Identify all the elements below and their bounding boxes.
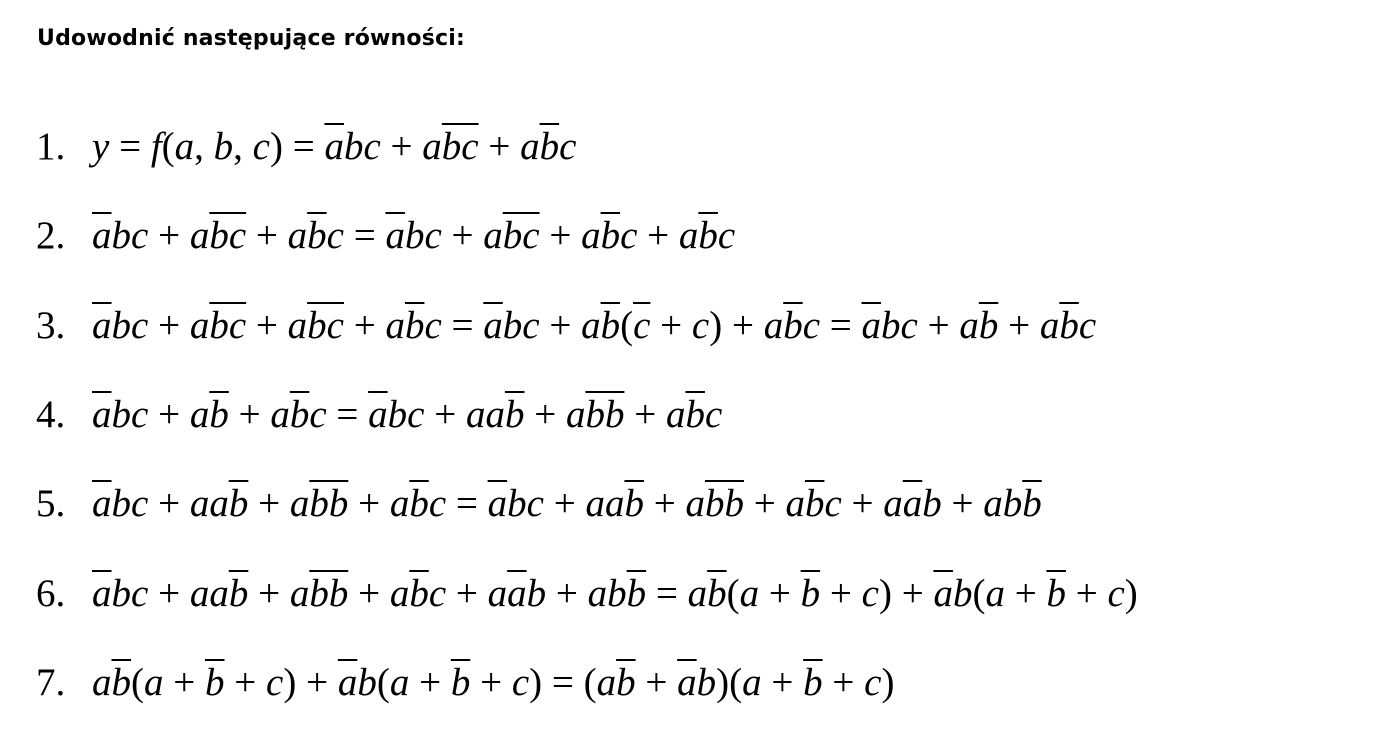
math-operator: + bbox=[148, 482, 190, 525]
math-operator: ( bbox=[376, 661, 390, 704]
math-operator: ) bbox=[716, 661, 730, 704]
equation-2 bbox=[36, 210, 735, 262]
negated-variable: $\overline{a}$ bbox=[385, 214, 405, 257]
negated-variable: $\overline{a}$ bbox=[483, 304, 503, 347]
math-operator: ) bbox=[1124, 572, 1138, 615]
math-variable: a bbox=[487, 572, 508, 615]
negated-variable: $\overline{a}$ bbox=[92, 572, 112, 615]
math-variable: c bbox=[511, 661, 530, 704]
math-variable: a bbox=[385, 304, 405, 347]
math-variable: c bbox=[252, 125, 270, 168]
math-operator: = bbox=[109, 125, 151, 168]
negated-variable: $\overline{b}$ bbox=[600, 304, 621, 347]
negated-variable: $\overline{b}$ bbox=[803, 661, 823, 704]
math-operator: + bbox=[761, 661, 804, 704]
negated-variable: $\overline{a}$ bbox=[677, 661, 697, 704]
math-operator: + bbox=[424, 393, 466, 436]
negated-variable: $\overline{b}$ bbox=[228, 572, 249, 615]
math-variable: a bbox=[287, 304, 308, 347]
negated-variable: $\overline{bb}$ bbox=[309, 572, 349, 615]
math-variable: c bbox=[824, 482, 842, 525]
math-operator: + bbox=[743, 482, 786, 525]
math-operator: + bbox=[917, 304, 960, 347]
equation-number: 5. bbox=[36, 482, 66, 525]
math-variable: c bbox=[1107, 572, 1125, 615]
math-variable: a bbox=[596, 661, 617, 704]
negated-variable: $\overline{a}$ bbox=[933, 572, 953, 615]
negated-variable: $\overline{b}$ bbox=[1046, 572, 1066, 615]
negated-variable: $\overline{b}$ bbox=[409, 482, 429, 525]
negated-variable: $\overline{a}$ bbox=[902, 482, 923, 525]
negated-variable: $\overline{bb}$ bbox=[704, 482, 744, 525]
negated-variable: $\overline{b}$ bbox=[450, 661, 471, 704]
negated-variable: $\overline{b}$ bbox=[307, 214, 327, 257]
math-variable: a bbox=[174, 125, 195, 168]
math-variable: a bbox=[581, 214, 601, 257]
math-variable: c bbox=[861, 572, 879, 615]
math-operator: ( bbox=[161, 125, 175, 168]
math-variable: ab bbox=[587, 572, 627, 615]
math-operator: + bbox=[446, 572, 488, 615]
math-variable: y bbox=[92, 125, 110, 168]
negated-variable: $\overline{b}$ bbox=[504, 393, 525, 436]
equation-expression bbox=[92, 482, 1042, 525]
math-variable: a bbox=[270, 393, 290, 436]
negated-variable: $\overline{b}$ bbox=[289, 393, 310, 436]
math-variable: c bbox=[559, 125, 577, 168]
math-variable: a bbox=[763, 304, 784, 347]
math-operator: , bbox=[194, 125, 214, 168]
math-operator: + bbox=[343, 304, 386, 347]
math-variable: a bbox=[883, 482, 903, 525]
math-operator: + bbox=[441, 214, 484, 257]
equation-expression bbox=[92, 393, 722, 436]
negated-variable: $\overline{a}$ bbox=[324, 125, 344, 168]
math-operator: + bbox=[546, 572, 588, 615]
negated-variable: $\overline{bc}$ bbox=[502, 214, 540, 257]
negated-variable: $\overline{bc}$ bbox=[307, 304, 344, 347]
negated-variable: $\overline{b}$ bbox=[616, 661, 636, 704]
math-operator: + bbox=[624, 393, 666, 436]
equation-expression bbox=[92, 572, 1138, 615]
negated-variable: $\overline{b}$ bbox=[698, 214, 718, 257]
math-variable: bc bbox=[111, 304, 149, 347]
math-operator: + bbox=[470, 661, 512, 704]
math-operator: + bbox=[539, 304, 582, 347]
negated-variable: $\overline{a}$ bbox=[92, 304, 112, 347]
equation-6 bbox=[36, 568, 1138, 620]
math-operator: + bbox=[246, 304, 288, 347]
math-variable: a bbox=[287, 214, 308, 257]
math-variable: b bbox=[696, 661, 717, 704]
math-variable: c bbox=[717, 214, 736, 257]
math-variable: c bbox=[704, 393, 723, 436]
negated-variable: $\overline{b}$ bbox=[404, 304, 425, 347]
math-variable: a bbox=[785, 482, 805, 525]
math-variable: a bbox=[422, 125, 442, 168]
negated-variable: $\overline{b}$ bbox=[600, 214, 621, 257]
math-variable: a bbox=[685, 482, 705, 525]
math-operator: + bbox=[524, 393, 566, 436]
math-variable: aa bbox=[189, 482, 229, 525]
equation-7 bbox=[36, 657, 894, 709]
math-operator: = bbox=[343, 214, 386, 257]
math-variable: a bbox=[92, 661, 112, 704]
negated-variable: $\overline{a}$ bbox=[92, 482, 112, 525]
equation-number: 2. bbox=[36, 214, 66, 257]
math-operator: + bbox=[820, 572, 862, 615]
math-variable: b bbox=[213, 125, 234, 168]
math-operator: + bbox=[891, 572, 934, 615]
equation-number: 4. bbox=[36, 393, 66, 436]
math-operator: + bbox=[822, 661, 865, 704]
math-operator: ) bbox=[529, 661, 543, 704]
math-variable: a bbox=[959, 304, 979, 347]
negated-variable: $\overline{b}$ bbox=[626, 572, 647, 615]
math-variable: b bbox=[357, 661, 377, 704]
math-variable: a bbox=[565, 393, 586, 436]
math-variable: c bbox=[266, 661, 284, 704]
math-variable: c bbox=[864, 661, 882, 704]
negated-variable: $\overline{c}$ bbox=[633, 304, 651, 347]
math-variable: bc bbox=[111, 482, 149, 525]
negated-variable: $\overline{b}$ bbox=[1059, 304, 1079, 347]
equation-expression bbox=[92, 214, 735, 257]
math-operator: ( bbox=[729, 661, 743, 704]
math-operator: ) bbox=[283, 661, 297, 704]
negated-variable: $\overline{b}$ bbox=[685, 393, 705, 436]
math-variable: c bbox=[326, 214, 344, 257]
page-heading: Udowodnić następujące równości: bbox=[37, 26, 466, 51]
negated-variable: $\overline{a}$ bbox=[92, 214, 112, 257]
math-variable: ab bbox=[983, 482, 1023, 525]
equation-number: 1. bbox=[36, 125, 66, 168]
math-operator: + bbox=[246, 214, 288, 257]
negated-variable: $\overline{a}$ bbox=[861, 304, 881, 347]
math-variable: a bbox=[389, 572, 410, 615]
math-operator: + bbox=[148, 393, 190, 436]
math-variable: c bbox=[424, 304, 442, 347]
math-operator: + bbox=[998, 304, 1040, 347]
math-operator: + bbox=[637, 214, 679, 257]
math-operator: + bbox=[841, 482, 884, 525]
equation-expression bbox=[92, 661, 894, 704]
math-variable: bc bbox=[507, 482, 544, 525]
math-operator: = bbox=[326, 393, 369, 436]
negated-variable: $\overline{bc}$ bbox=[209, 304, 247, 347]
math-variable: bc bbox=[111, 214, 149, 257]
negated-variable: $\overline{b}$ bbox=[978, 304, 999, 347]
math-variable: a bbox=[1039, 304, 1060, 347]
math-operator: + bbox=[148, 304, 190, 347]
math-variable: b bbox=[952, 572, 973, 615]
negated-variable: $\overline{a}$ bbox=[368, 393, 388, 436]
negated-variable: $\overline{b}$ bbox=[228, 482, 249, 525]
math-operator: + bbox=[248, 572, 290, 615]
math-variable: bc bbox=[387, 393, 425, 436]
math-variable: a bbox=[389, 482, 410, 525]
math-variable: a bbox=[389, 661, 410, 704]
math-operator: ) bbox=[878, 572, 892, 615]
math-operator: + bbox=[478, 125, 521, 168]
math-operator: + bbox=[296, 661, 338, 704]
negated-variable: $\overline{b}$ bbox=[205, 661, 225, 704]
math-operator: = bbox=[282, 125, 325, 168]
math-operator: ( bbox=[620, 304, 634, 347]
negated-variable: $\overline{bb}$ bbox=[309, 482, 349, 525]
math-operator: ) bbox=[709, 304, 723, 347]
math-operator: + bbox=[348, 572, 390, 615]
math-variable: a bbox=[985, 572, 1005, 615]
negated-variable: $\overline{bb}$ bbox=[585, 393, 625, 436]
math-variable: a bbox=[289, 482, 310, 525]
math-variable: bc bbox=[404, 214, 442, 257]
math-operator: + bbox=[1004, 572, 1047, 615]
math-variable: aa bbox=[585, 482, 625, 525]
math-variable: a bbox=[483, 214, 503, 257]
math-variable: c bbox=[428, 572, 447, 615]
math-operator: + bbox=[1065, 572, 1108, 615]
equation-3 bbox=[36, 300, 1096, 352]
math-variable: a bbox=[189, 304, 210, 347]
math-operator: + bbox=[248, 482, 290, 525]
negated-variable: $\overline{b}$ bbox=[804, 482, 825, 525]
math-variable: f bbox=[150, 125, 162, 168]
equation-expression bbox=[92, 125, 576, 168]
negated-variable: $\overline{b}$ bbox=[409, 572, 429, 615]
math-operator: + bbox=[148, 572, 190, 615]
math-variable: b bbox=[526, 572, 547, 615]
math-operator: = bbox=[820, 304, 862, 347]
negated-variable: $\overline{b}$ bbox=[707, 572, 727, 615]
math-variable: a bbox=[189, 393, 210, 436]
math-operator: + bbox=[163, 661, 205, 704]
math-operator: + bbox=[759, 572, 801, 615]
math-operator: ( bbox=[726, 572, 740, 615]
math-operator: ( bbox=[583, 661, 597, 704]
math-variable: a bbox=[189, 214, 210, 257]
negated-variable: $\overline{b}$ bbox=[111, 661, 131, 704]
math-operator: + bbox=[409, 661, 451, 704]
math-variable: a bbox=[581, 304, 601, 347]
negated-variable: $\overline{a}$ bbox=[337, 661, 358, 704]
math-variable: c bbox=[309, 393, 327, 436]
math-operator: + bbox=[722, 304, 764, 347]
math-variable: aa bbox=[465, 393, 505, 436]
math-operator: ) bbox=[269, 125, 283, 168]
math-operator: ( bbox=[131, 661, 144, 704]
math-operator: + bbox=[228, 393, 271, 436]
math-operator: ( bbox=[972, 572, 986, 615]
math-operator: + bbox=[148, 214, 190, 257]
math-variable: bc bbox=[343, 125, 381, 168]
math-variable: bc bbox=[502, 304, 540, 347]
negated-variable: $\overline{b}$ bbox=[1022, 482, 1042, 525]
negated-variable: $\overline{b}$ bbox=[783, 304, 803, 347]
math-variable: bc bbox=[111, 572, 149, 615]
math-variable: a bbox=[739, 572, 760, 615]
math-operator: + bbox=[539, 214, 582, 257]
math-variable: a bbox=[665, 393, 686, 436]
negated-variable: $\overline{b}$ bbox=[800, 572, 821, 615]
math-operator: + bbox=[543, 482, 586, 525]
math-variable: c bbox=[691, 304, 710, 347]
math-variable: a bbox=[289, 572, 310, 615]
math-operator: , bbox=[233, 125, 253, 168]
math-variable: a bbox=[687, 572, 708, 615]
negated-variable: $\overline{a}$ bbox=[92, 393, 112, 436]
math-operator: + bbox=[941, 482, 984, 525]
math-variable: aa bbox=[189, 572, 229, 615]
negated-variable: $\overline{bc}$ bbox=[441, 125, 479, 168]
math-variable: a bbox=[678, 214, 699, 257]
math-variable: a bbox=[742, 661, 762, 704]
negated-variable: $\overline{a}$ bbox=[507, 572, 527, 615]
math-operator: + bbox=[224, 661, 266, 704]
math-operator: + bbox=[635, 661, 678, 704]
negated-variable: $\overline{b}$ bbox=[624, 482, 644, 525]
negated-variable: $\overline{bc}$ bbox=[209, 214, 247, 257]
equation-1 bbox=[36, 121, 576, 173]
math-operator: + bbox=[348, 482, 390, 525]
equation-4 bbox=[36, 389, 722, 441]
negated-variable: $\overline{b}$ bbox=[209, 393, 229, 436]
equation-number: 7. bbox=[36, 661, 66, 704]
negated-variable: $\overline{a}$ bbox=[487, 482, 508, 525]
math-variable: bc bbox=[111, 393, 149, 436]
math-operator: + bbox=[380, 125, 423, 168]
math-operator: = bbox=[441, 304, 484, 347]
math-variable: a bbox=[144, 661, 164, 704]
math-variable: a bbox=[520, 125, 540, 168]
equation-number: 3. bbox=[36, 304, 66, 347]
math-variable: b bbox=[922, 482, 942, 525]
math-variable: c bbox=[802, 304, 820, 347]
math-operator: = bbox=[646, 572, 688, 615]
math-operator: + bbox=[650, 304, 692, 347]
math-operator: + bbox=[643, 482, 686, 525]
math-operator: = bbox=[446, 482, 488, 525]
math-variable: c bbox=[620, 214, 638, 257]
equation-expression bbox=[92, 304, 1096, 347]
math-variable: c bbox=[1078, 304, 1097, 347]
math-variable: c bbox=[428, 482, 447, 525]
negated-variable: $\overline{b}$ bbox=[539, 125, 560, 168]
math-operator: = bbox=[542, 661, 584, 704]
math-variable: bc bbox=[881, 304, 918, 347]
equation-5 bbox=[36, 478, 1042, 530]
math-operator: ) bbox=[881, 661, 895, 704]
equation-number: 6. bbox=[36, 572, 66, 615]
